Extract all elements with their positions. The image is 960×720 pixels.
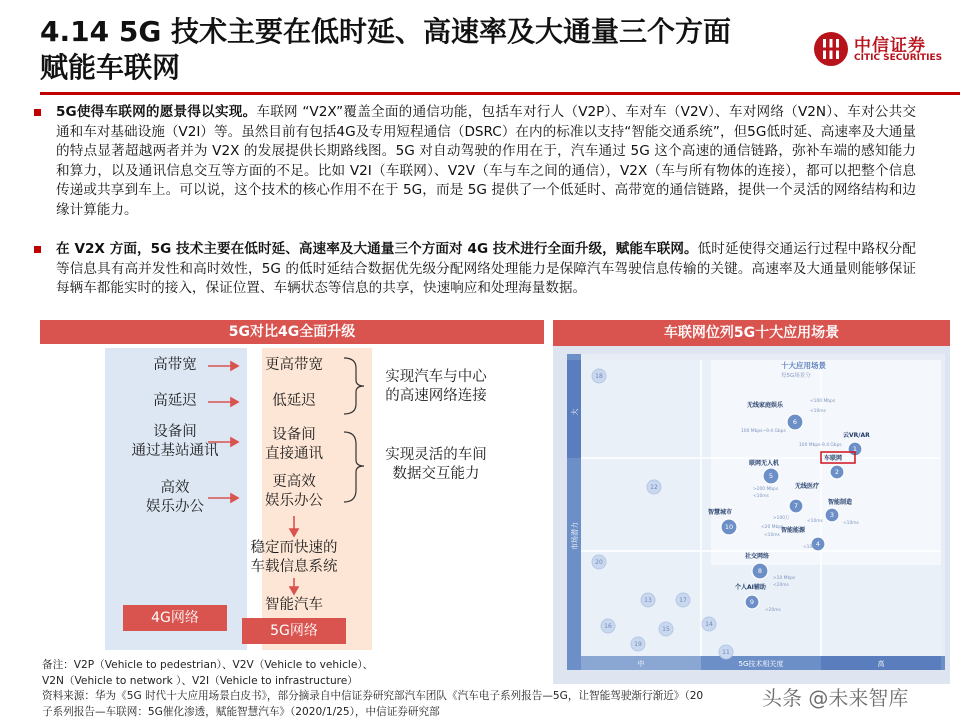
bullet-2-lead: 在 V2X 方面，5G 技术主要在低时延、高速率及大通量三个方面对 4G 技术进行全面升级，赋能车联网。 bbox=[56, 241, 698, 257]
feature-5g-6: 智能汽车 bbox=[265, 597, 323, 613]
benefit-1b: 的高速网络连接 bbox=[385, 388, 487, 404]
feature-5g-4b: 娱乐办公 bbox=[265, 493, 323, 509]
app-label: 社交网络 bbox=[745, 553, 770, 560]
feature-4g-3b: 通过基站通讯 bbox=[131, 443, 219, 459]
x-axis-level-mid: 中 bbox=[637, 660, 645, 668]
bg-bubble-number: 19 bbox=[634, 641, 642, 648]
metric-label: 100 Mbps~9.4 Gbps bbox=[741, 429, 786, 434]
app-number: 9 bbox=[749, 598, 755, 606]
feature-4g-3a: 设备间 bbox=[153, 424, 197, 440]
watermark: 头条 @未来智库 bbox=[762, 686, 909, 710]
metric-label: <10ms bbox=[764, 533, 780, 538]
logo-text: 中信证券 bbox=[854, 36, 926, 56]
app-number: 2 bbox=[834, 468, 840, 476]
bullet-square-icon bbox=[34, 246, 41, 253]
feature-5g-2: 低延迟 bbox=[272, 393, 316, 409]
citic-logo bbox=[812, 28, 952, 72]
source-line-1: 资料来源：华为《5G 时代十大应用场景白皮书》，部分摘录自中信证券研究部汽车团队《汽车电子系列报告—5G，让智能驾驶渐行渐近》（20 bbox=[42, 690, 704, 702]
bg-bubble-number: 11 bbox=[722, 649, 730, 656]
feature-5g-4a: 更高效 bbox=[272, 474, 316, 490]
metric-label: 100 Mbps-9.4 Gbps bbox=[799, 443, 842, 448]
bullet-paragraph-1 bbox=[56, 103, 916, 220]
bullet-1-lead: 5G使得车联网的愿景得以实现。 bbox=[56, 104, 257, 120]
label-4g-network: 4G网络 bbox=[123, 605, 227, 631]
title-divider bbox=[40, 92, 960, 95]
feature-4g-4a: 高效 bbox=[160, 480, 190, 496]
scenario-bubble-chart bbox=[553, 346, 950, 684]
metric-label: <10ms bbox=[807, 519, 823, 524]
app-number: 5 bbox=[768, 472, 774, 480]
title-line-2: 赋能车联网 bbox=[40, 51, 181, 84]
app-number: 7 bbox=[793, 502, 799, 510]
feature-5g-5a: 稳定而快速的 bbox=[250, 540, 338, 556]
benefit-2b: 数据交互能力 bbox=[392, 466, 480, 482]
app-number: 10 bbox=[724, 523, 734, 531]
legend-title: 十大应用场景 bbox=[781, 361, 826, 370]
metric-label: <20ms bbox=[765, 608, 781, 613]
bg-bubble-number: 14 bbox=[705, 621, 713, 628]
app-number: 3 bbox=[829, 511, 835, 519]
metric-label: >100万 bbox=[773, 516, 790, 521]
figure-title: 5G对比4G全面升级 bbox=[40, 320, 544, 344]
bullet-2-body: 低时延使得交通运行过程中路权分配等信息具有高并发性和高时效性，5G 的低时延结合数据优先级分配网络处理能力是保障汽车驾驶信息传输的关键。高速率及大通量则能够保证每辆车都能实时的接入，保证位置、车辆状态等信息的共享，快速响应和处理海量数据。 bbox=[56, 241, 917, 296]
bullet-square-icon bbox=[34, 109, 41, 116]
figure-5g-top10-scenarios bbox=[553, 320, 950, 684]
metric-label: <20 Mbps bbox=[761, 525, 784, 530]
benefit-2a: 实现灵活的车间 bbox=[385, 447, 487, 463]
app-number: 8 bbox=[757, 567, 763, 575]
bg-bubble-number: 20 bbox=[595, 559, 603, 566]
metric-label: <10ms bbox=[803, 545, 819, 550]
app-label: 云VR/AR bbox=[843, 432, 870, 439]
app-label: 智慧城市 bbox=[708, 509, 733, 516]
feature-5g-1: 更高带宽 bbox=[265, 357, 323, 373]
bg-bubble-number: 18 bbox=[595, 373, 603, 380]
metric-label: <10ms bbox=[810, 409, 826, 414]
bullet-paragraph-2 bbox=[56, 240, 916, 299]
x-axis-level-high: 高 bbox=[877, 660, 885, 668]
feature-5g-5b: 车载信息系统 bbox=[250, 559, 338, 575]
x-axis-label: 5G技术相关度 bbox=[738, 660, 784, 668]
metric-label: >10 Mbps bbox=[773, 576, 796, 581]
feature-5g-3a: 设备间 bbox=[272, 427, 316, 443]
bg-bubble-number: 16 bbox=[604, 623, 612, 630]
citic-emblem-icon bbox=[812, 30, 850, 68]
feature-4g-1: 高带宽 bbox=[153, 357, 197, 373]
title-line-1: 4.14 5G 技术主要在低时延、高速率及大通量三个方面 bbox=[40, 15, 732, 48]
figure-5g-vs-4g bbox=[40, 320, 544, 650]
app-label: 智能能源 bbox=[781, 527, 806, 534]
metric-label: <10ms bbox=[753, 494, 769, 499]
footnotes bbox=[42, 658, 703, 720]
metric-label: <20ms bbox=[773, 583, 789, 588]
feature-4g-4b: 娱乐办公 bbox=[146, 499, 204, 515]
metric-label: <100 Mbps bbox=[810, 399, 836, 404]
app-number: 6 bbox=[792, 418, 798, 426]
app-label: 车联网 bbox=[824, 455, 843, 462]
label-5g-network: 5G网络 bbox=[242, 618, 346, 644]
app-label: 无线医疗 bbox=[795, 483, 820, 490]
app-label: 无线家庭娱乐 bbox=[747, 402, 784, 409]
bullet-1-body: 车联网 “V2X”覆盖全面的通信功能，包括车对行人（V2P）、车对车（V2V）、车对网络（V2N）、车对公共交通和车对基础设施（V2I）等。虽然目前有包括4G及专用短程通信（DSRC）在内的标准以支持“智能交通系统”，但5G低时延、高速率及大通量的特点显著超越两者并为 V2X 的发展提供长期路线图。5G 对自动驾驶的作用在于，汽车通过 5G 这个高速的通信链路，弥补车端的感知能力和算力，以及通讯信息交互等方面的不足。比如 V2I（车联网）、V2V（车与车之间的通信），V2X（车与所有物体的连接），都可以把整个信息传递或共享到车上。可以说，这个技术的核心作用不在于 5G，而是 5G 提供了一个低延时、高带宽的通信链路，提供一个灵活的网络结构和边缘计算能力。 bbox=[56, 104, 916, 218]
note-line-2: V2N（Vehicle to network ）、V2I（Vehicle to infrastructure） bbox=[42, 674, 358, 687]
app-label: 联网无人机 bbox=[749, 460, 780, 467]
feature-4g-2: 高延迟 bbox=[153, 393, 197, 409]
y-axis-label: 市场潜力 bbox=[571, 522, 579, 550]
app-label: 智能制造 bbox=[828, 499, 853, 506]
app-label: 个人AI辅助 bbox=[735, 584, 766, 591]
figure-title: 车联网位列5G十大应用场景 bbox=[553, 320, 950, 346]
metric-label: >200 Mbps bbox=[753, 487, 779, 492]
page-title bbox=[40, 14, 800, 86]
y-axis-level-high: 大 bbox=[571, 408, 579, 416]
metric-label: <10ms bbox=[843, 521, 859, 526]
bg-bubble-number: 12 bbox=[650, 484, 658, 491]
bg-bubble-number: 15 bbox=[662, 626, 670, 633]
legend-subtitle: 每5G场景分 bbox=[781, 373, 811, 379]
note-line-1: 备注：V2P（Vehicle to pedestrian）、V2V（Vehicle to vehicle）、 bbox=[42, 659, 374, 671]
app-number: 1 bbox=[852, 445, 858, 453]
bg-bubble-number: 13 bbox=[644, 597, 652, 604]
feature-5g-3b: 直接通讯 bbox=[265, 446, 323, 462]
bg-bubble-number: 17 bbox=[679, 597, 687, 604]
benefit-1a: 实现汽车与中心 bbox=[385, 369, 487, 385]
app-number: 4 bbox=[815, 540, 821, 548]
logo-subtext: CITIC SECURITIES bbox=[854, 53, 943, 63]
source-line-2: 子系列报告—车联网：5G催化渗透，赋能智慧汽车》（2020/1/25），中信证券研究部 bbox=[42, 705, 440, 718]
